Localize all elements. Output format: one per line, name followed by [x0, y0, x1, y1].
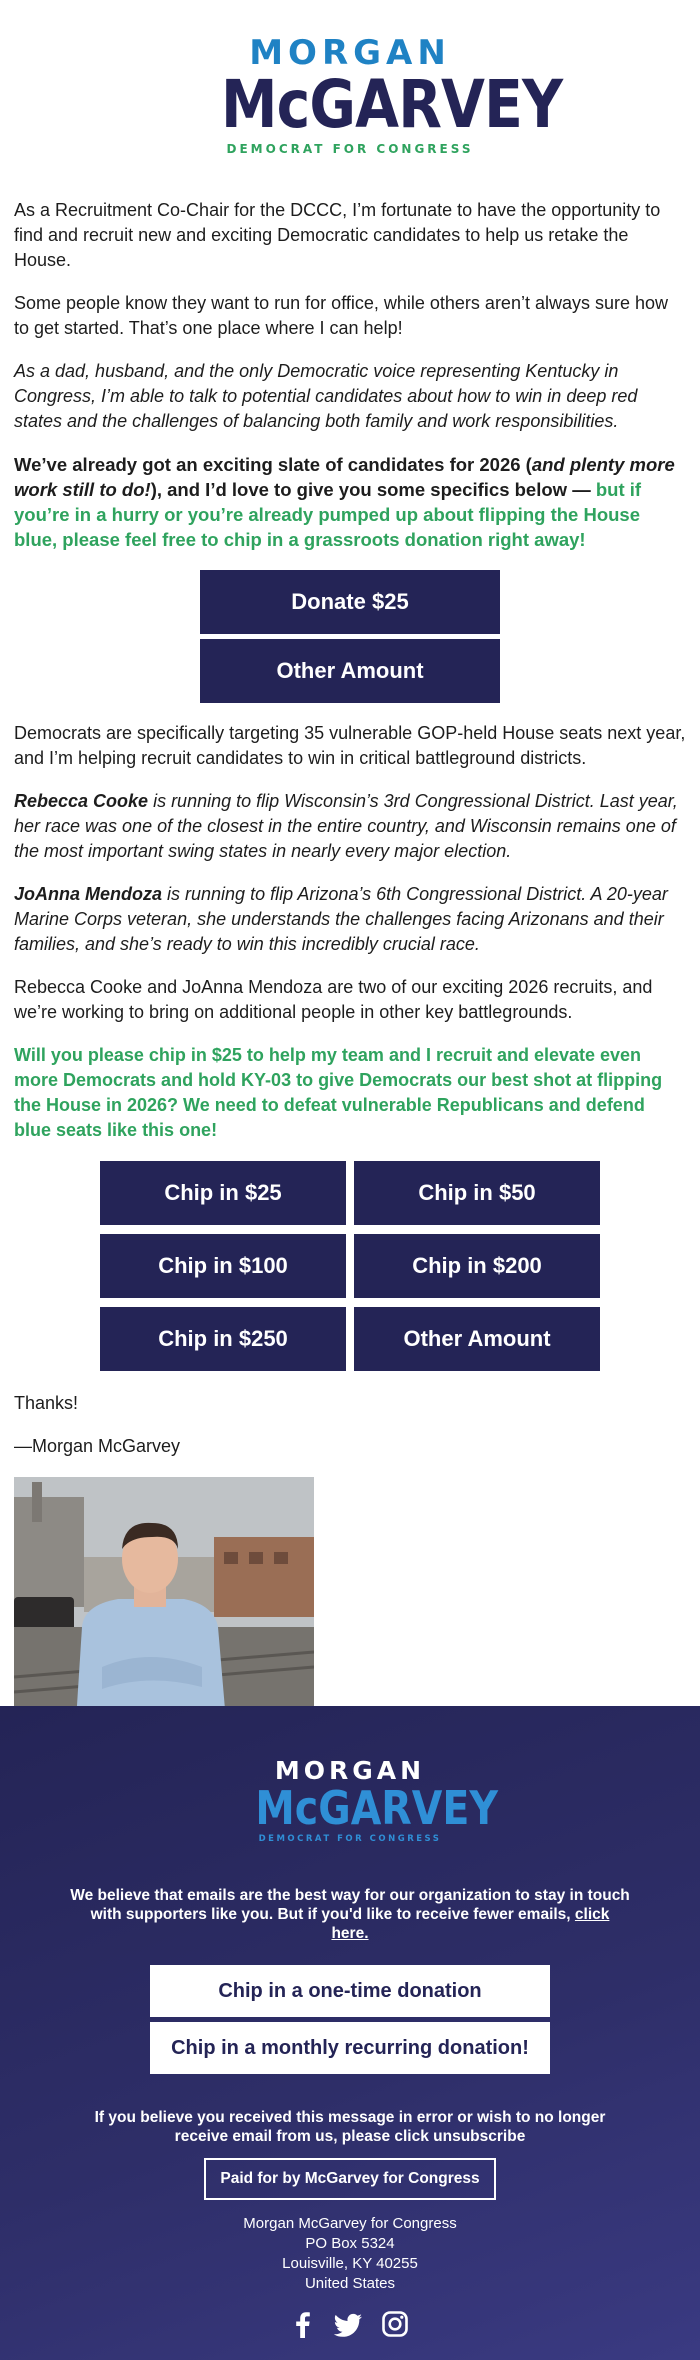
paragraph-ask: Will you please chip in $25 to help my team and I recruit and elevate even more Democrats and hold KY-03 to give Democrats our best shot at flipping the House in 2026? We need to defeat vulnerable Republicans and defend blue seats like this one! — [14, 1045, 663, 1140]
paragraph-slate — [14, 452, 686, 552]
slate-text-c: ), and I’d love to give you some specifics below — — [150, 479, 596, 500]
footer-logo-first-name: MORGAN — [274, 1756, 426, 1785]
paragraph-targets: Democrats are specifically targeting 35 vulnerable GOP-held House seats next year, and I’m helping recruit candidates to win in critical battleground districts. — [14, 723, 686, 768]
address-line-org: Morgan McGarvey for Congress — [243, 2215, 457, 2232]
candidate-name-mendoza: JoAnna Mendoza — [14, 884, 163, 904]
logo-first-name: MORGAN — [249, 33, 451, 73]
paragraph-recruits: Rebecca Cooke and JoAnna Mendoza are two of our exciting 2026 recruits, and we’re working to bring on additional people in other key battlegrounds. — [14, 977, 653, 1022]
candidate-name-cooke: Rebecca Cooke — [14, 791, 149, 811]
cooke-description: is running to flip Wisconsin’s 3rd Congressional District. Last year, her race was one of the closest in the entire country, and Wisconsin remains one of the most important swing states in nearly every major election. — [14, 791, 678, 861]
paragraph-mendoza — [14, 882, 686, 957]
one-time-donation-button[interactable]: Chip in a one-time donation — [150, 1965, 550, 2017]
other-amount-button[interactable]: Other Amount — [200, 639, 500, 703]
chip-in-25-button[interactable]: Chip in $25 — [100, 1161, 346, 1225]
address-line-city: Louisville, KY 40255 — [282, 2255, 418, 2272]
email-footer — [0, 1706, 700, 2360]
campaign-logo[interactable] — [200, 33, 563, 156]
slate-text-green: but if you’re in a hurry or you’re already pumped up about flipping the House blue, please feel free to chip in a grassroots donation right away! — [14, 479, 642, 550]
chip-in-100-button[interactable]: Chip in $100 — [100, 1234, 346, 1298]
chip-in-50-button[interactable]: Chip in $50 — [354, 1161, 600, 1225]
paragraph-intro: As a Recruitment Co-Chair for the DCCC, I’m fortunate to have the opportunity to find and recruit new and exciting Democratic candidates to help us retake the House. — [14, 200, 661, 270]
mendoza-description: is running to flip Arizona’s 6th Congressional District. A 20-year Marine Corps veteran, she understands the challenges facing Arizonans and their families, and she’s ready to win this incredibly crucial race. — [14, 884, 668, 954]
fewer-emails-link[interactable]: click here. — [331, 1906, 610, 1942]
footer-logo[interactable] — [240, 1756, 499, 1844]
closing-thanks: Thanks! — [14, 1393, 79, 1413]
chip-in-250-button[interactable]: Chip in $250 — [100, 1307, 346, 1371]
twitter-icon[interactable] — [333, 2310, 363, 2338]
footer-logo-last-name: McGARVEY — [255, 1781, 499, 1835]
monthly-donation-button[interactable]: Chip in a monthly recurring donation! — [150, 2022, 550, 2074]
email-frequency-text: We believe that emails are the best way for our organization to stay in touch with supporters like you. But if you'd like to receive fewer emails, — [70, 1887, 630, 1923]
slate-text-italic: and plenty more work still to do! — [14, 454, 675, 500]
email-body — [0, 198, 700, 1721]
chip-in-button-grid — [100, 1161, 600, 1371]
logo-tagline: DEMOCRAT FOR CONGRESS — [226, 142, 474, 156]
logo-last-name: McGARVEY — [221, 66, 563, 143]
candidate-photo — [14, 1477, 314, 1721]
instagram-icon[interactable] — [381, 2310, 409, 2338]
donate-25-button[interactable]: Donate $25 — [200, 570, 500, 634]
candidate-photo-illustration — [14, 1477, 314, 1721]
email-frequency-note — [70, 1886, 630, 1943]
chip-in-other-amount-button[interactable]: Other Amount — [354, 1307, 600, 1371]
paragraph-personal: As a dad, husband, and the only Democratic voice representing Kentucky in Congress, I’m able to talk to potential candidates about how to win in deep red states and the challenges of balancing both family and work responsibilities. — [14, 361, 638, 431]
paragraph-cooke — [14, 789, 686, 864]
footer-logo-tagline: DEMOCRAT FOR CONGRESS — [258, 1834, 442, 1844]
address-line-country: United States — [304, 2275, 396, 2292]
primary-donate-buttons — [200, 570, 500, 703]
chip-in-200-button[interactable]: Chip in $200 — [354, 1234, 600, 1298]
signature: —Morgan McGarvey — [14, 1436, 181, 1456]
paragraph-help: Some people know they want to run for office, while others aren’t always sure how to get started. That’s one place where I can help! — [14, 293, 669, 338]
address-line-box: PO Box 5324 — [305, 2235, 395, 2252]
slate-text-a: We’ve already got an exciting slate of candidates for 2026 ( — [14, 454, 532, 475]
paid-for-disclaimer: Paid for by McGarvey for Congress — [204, 2158, 496, 2200]
social-links — [0, 2310, 700, 2338]
unsubscribe-note[interactable]: If you believe you received this message in error or wish to no longer receive email from us, please click unsubscribe — [94, 2109, 606, 2145]
facebook-icon[interactable] — [291, 2310, 315, 2338]
mailing-address — [0, 2214, 700, 2294]
